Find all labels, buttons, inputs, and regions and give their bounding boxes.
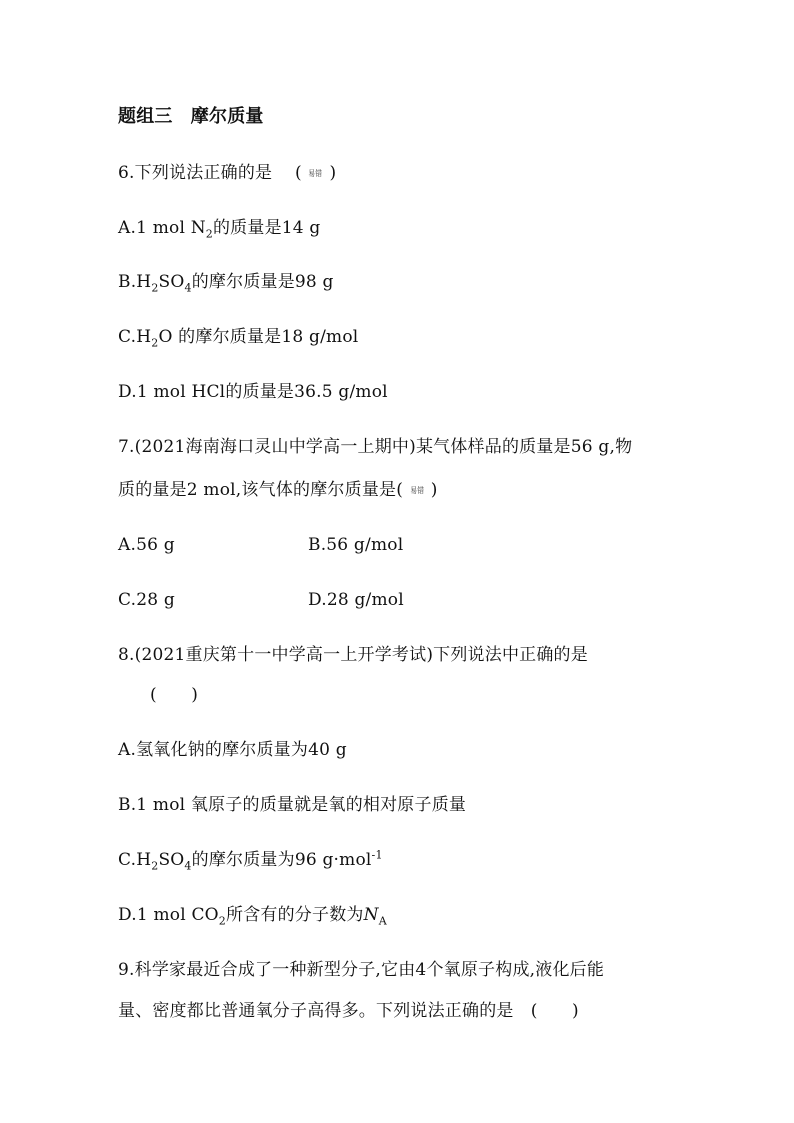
q8-option-d [118, 903, 387, 927]
q8-option-c-sub1: 2 [151, 859, 159, 873]
q8-option-d-var: N [363, 905, 379, 925]
q6-option-a-sub: 2 [205, 227, 213, 241]
q6-difficulty-tag: 易错 [308, 168, 323, 178]
q7-stem-line2 [118, 478, 438, 502]
q8-option-b: B.1 mol 氧原子的质量就是氧的相对原子质量 [118, 795, 467, 815]
q8-answer-blank: ( ) [150, 685, 199, 705]
q6-option-c-sub: 2 [151, 336, 159, 350]
q6-stem-text: 6.下列说法正确的是 ( [118, 163, 302, 183]
q8-option-d-var-sub: A [378, 914, 387, 928]
q9-stem-line1: 9.科学家最近合成了一种新型分子,它由4个氧原子构成,液化后能 [118, 960, 605, 980]
q8-option-c-text: C.H [118, 850, 152, 870]
q8-option-c-tail: 的摩尔质量为96 g·mol [191, 850, 372, 870]
q7-stem-end: ) [430, 480, 438, 500]
q6-option-b-sub1: 2 [151, 281, 159, 295]
q8-stem-line1: 8.(2021重庆第十一中学高一上开学考试)下列说法中正确的是 [118, 645, 588, 665]
q6-option-a [118, 216, 321, 240]
q6-option-b-mid: SO [158, 272, 185, 292]
q9-stem-line2: 量、密度都比普通氧分子高得多。下列说法正确的是 ( ) [118, 1001, 579, 1021]
q6-option-a-tail: 的质量是14 g [212, 218, 321, 238]
q6-option-b-tail: 的摩尔质量是98 g [191, 272, 334, 292]
q7-option-c: C.28 g [118, 590, 175, 610]
q6-option-c-tail: O 的摩尔质量是18 g/mol [158, 327, 359, 347]
section-title: 题组三 摩尔质量 [118, 106, 264, 127]
q7-option-d: D.28 g/mol [308, 590, 404, 610]
q8-option-d-text: D.1 mol CO [118, 905, 219, 925]
q7-stem-line1: 7.(2021海南海口灵山中学高一上期中)某气体样品的质量是56 g,物 [118, 437, 633, 457]
q7-stem-line2-text: 质的量是2 mol,该气体的摩尔质量是( [118, 480, 404, 500]
q6-option-b-sub2: 4 [184, 281, 192, 295]
q8-option-c-sup: -1 [371, 848, 383, 862]
q7-difficulty-tag: 易错 [409, 485, 424, 495]
q8-option-d-mid: 所含有的分子数为 [226, 905, 364, 925]
q8-option-c [118, 848, 383, 872]
q8-option-a: A.氢氧化钠的摩尔质量为40 g [118, 740, 347, 760]
q7-options-row1 [118, 533, 404, 557]
q6-stem [118, 161, 336, 185]
q6-option-c-text: C.H [118, 327, 152, 347]
q6-option-b [118, 270, 334, 294]
q8-option-d-sub: 2 [218, 914, 226, 928]
q6-option-a-text: A.1 mol N [118, 218, 206, 238]
q7-option-a: A.56 g [118, 535, 175, 555]
q6-stem-end: ) [329, 163, 337, 183]
q6-option-b-text: B.H [118, 272, 152, 292]
q6-option-d: D.1 mol HCl的质量是36.5 g/mol [118, 382, 388, 402]
q8-option-c-sub2: 4 [184, 859, 192, 873]
q7-options-row2 [118, 588, 404, 612]
q6-option-c [118, 325, 358, 349]
q7-option-b: B.56 g/mol [308, 535, 404, 555]
q8-option-c-mid: SO [158, 850, 185, 870]
